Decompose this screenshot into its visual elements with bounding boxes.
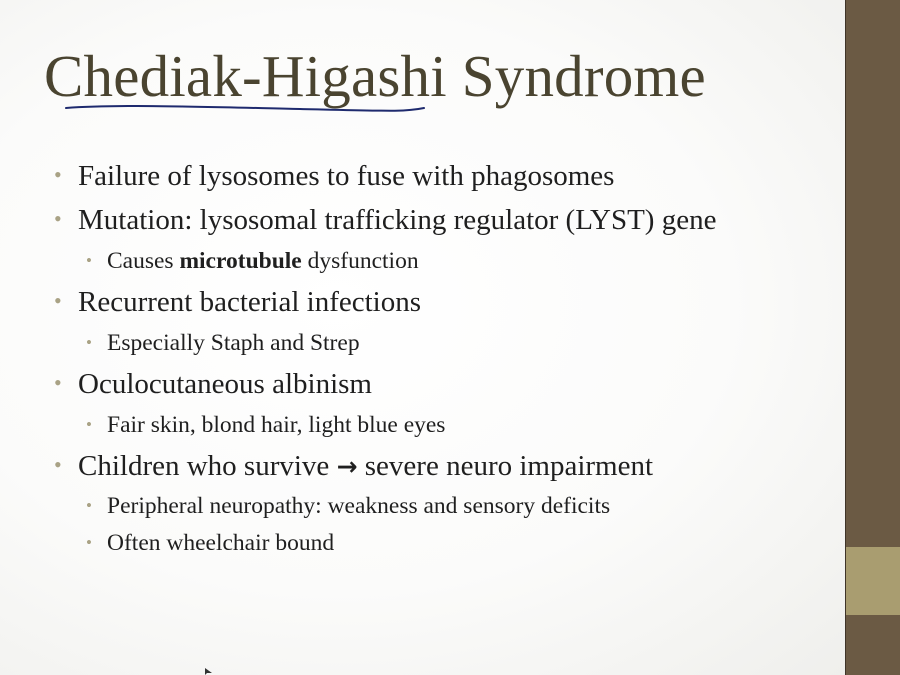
- bullet-lysosome-fusion: [54, 160, 614, 193]
- subbullet-text: Peripheral neuropathy: weakness and sensory deficits: [107, 493, 611, 519]
- bullet-dot: •: [86, 251, 92, 270]
- bullet-text: Oculocutaneous albinism: [78, 368, 372, 400]
- subbullet-text: Often wheelchair bound: [107, 530, 335, 556]
- subbullet-text: Especially Staph and Strep: [107, 330, 360, 356]
- handwritten-underline: [60, 96, 440, 120]
- subbullet-text-pre: Causes: [107, 248, 180, 274]
- bullet-dot: •: [86, 496, 92, 515]
- bullet-neuro-impairment: [54, 450, 653, 483]
- bullet-dot: •: [54, 162, 62, 187]
- bullet-albinism: [54, 368, 372, 401]
- mouse-cursor-icon: [205, 668, 213, 675]
- bullet-text-pre: Children who survive: [78, 450, 337, 482]
- subbullet-fair-skin: [86, 412, 445, 439]
- subbullet-text-post: dysfunction: [301, 248, 419, 274]
- bullet-dot: •: [54, 206, 62, 231]
- sidebar-accent-block: [846, 547, 900, 615]
- subbullet-staph-strep: [86, 330, 360, 357]
- bullet-recurrent-infections: [54, 286, 421, 319]
- theme-sidebar: [845, 0, 900, 675]
- bullet-dot: •: [54, 370, 62, 395]
- bullet-text-post: severe neuro impairment: [357, 450, 654, 482]
- subbullet-microtubule: [86, 248, 419, 275]
- bullet-dot: •: [54, 288, 62, 313]
- bullet-text: Recurrent bacterial infections: [78, 286, 422, 318]
- subbullet-neuropathy: [86, 493, 610, 520]
- bullet-dot: •: [86, 333, 92, 352]
- bullet-lyst-mutation: [54, 204, 716, 237]
- bullet-dot: •: [86, 533, 92, 552]
- bullet-text: Failure of lysosomes to fuse with phagosomes: [78, 160, 615, 192]
- subbullet-wheelchair: [86, 530, 334, 557]
- slide-title: Chediak-Higashi Syndrome: [44, 43, 706, 109]
- subbullet-text-bold: microtubule: [179, 248, 302, 274]
- right-arrow-icon: →: [336, 452, 358, 481]
- subbullet-text: Fair skin, blond hair, light blue eyes: [107, 412, 446, 438]
- bullet-text: Mutation: lysosomal trafficking regulator (LYST) gene: [78, 204, 717, 236]
- bullet-dot: •: [86, 415, 92, 434]
- bullet-dot: •: [54, 452, 62, 477]
